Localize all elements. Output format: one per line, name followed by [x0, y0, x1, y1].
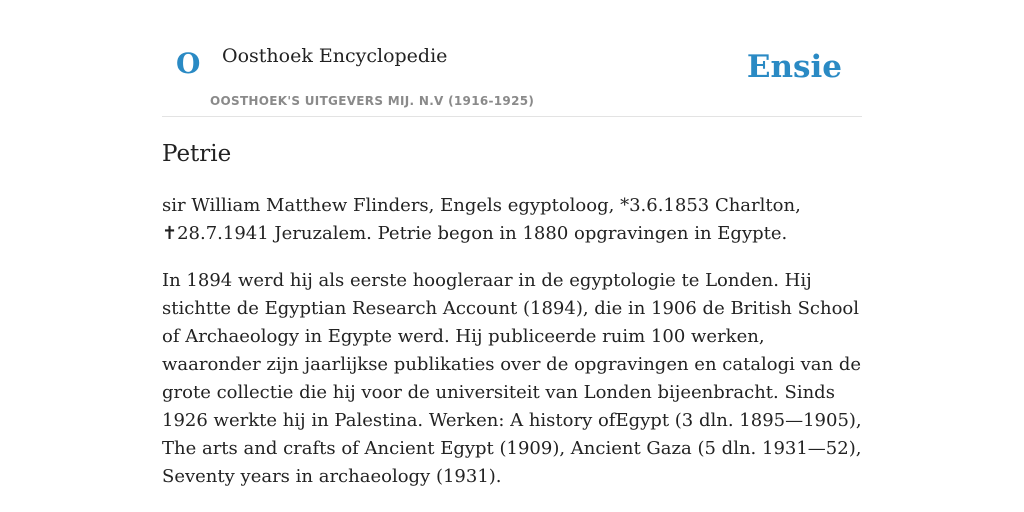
- article: [162, 138, 862, 491]
- site-header: [162, 0, 862, 117]
- article-paragraph-1: sir William Matthew Flinders, Engels egyptoloog, *3.6.1853 Charlton, ✝28.7.1941 Jeruzalem. Petrie begon in 1880 opgravingen in Egypte.: [162, 195, 801, 244]
- ensie-brand-link[interactable]: Ensie: [746, 49, 842, 85]
- page: [162, 0, 862, 487]
- article-paragraph-2: In 1894 werd hij als eerste hoogleraar in de egyptologie te Londen. Hij stichtte de Egyptian Research Account (1894), die in 1906 de British School of Archaeology in Egypte werd. Hij publiceerde ruim 100 werken, waaronder zijn jaarlijkse publikaties over de opgravingen en catalogi van de grote collectie die hij voor de universiteit van Londen bijeenbracht. Sinds 1926 werkte hij in Palestina. Werken: A history ofEgypt (3 dln. 1895—1905), The arts and crafts of Ancient Egypt (1909), Ancient Gaza (5 dln. 1931—52), Seventy years in archaeology (1931).: [162, 270, 862, 487]
- site-logo[interactable]: O: [176, 47, 201, 80]
- site-title-link[interactable]: Oosthoek Encyclopedie: [222, 45, 448, 67]
- site-subtitle: OOSTHOEK'S UITGEVERS MIJ. N.V (1916-1925): [210, 94, 535, 108]
- entry-title: Petrie: [162, 141, 232, 167]
